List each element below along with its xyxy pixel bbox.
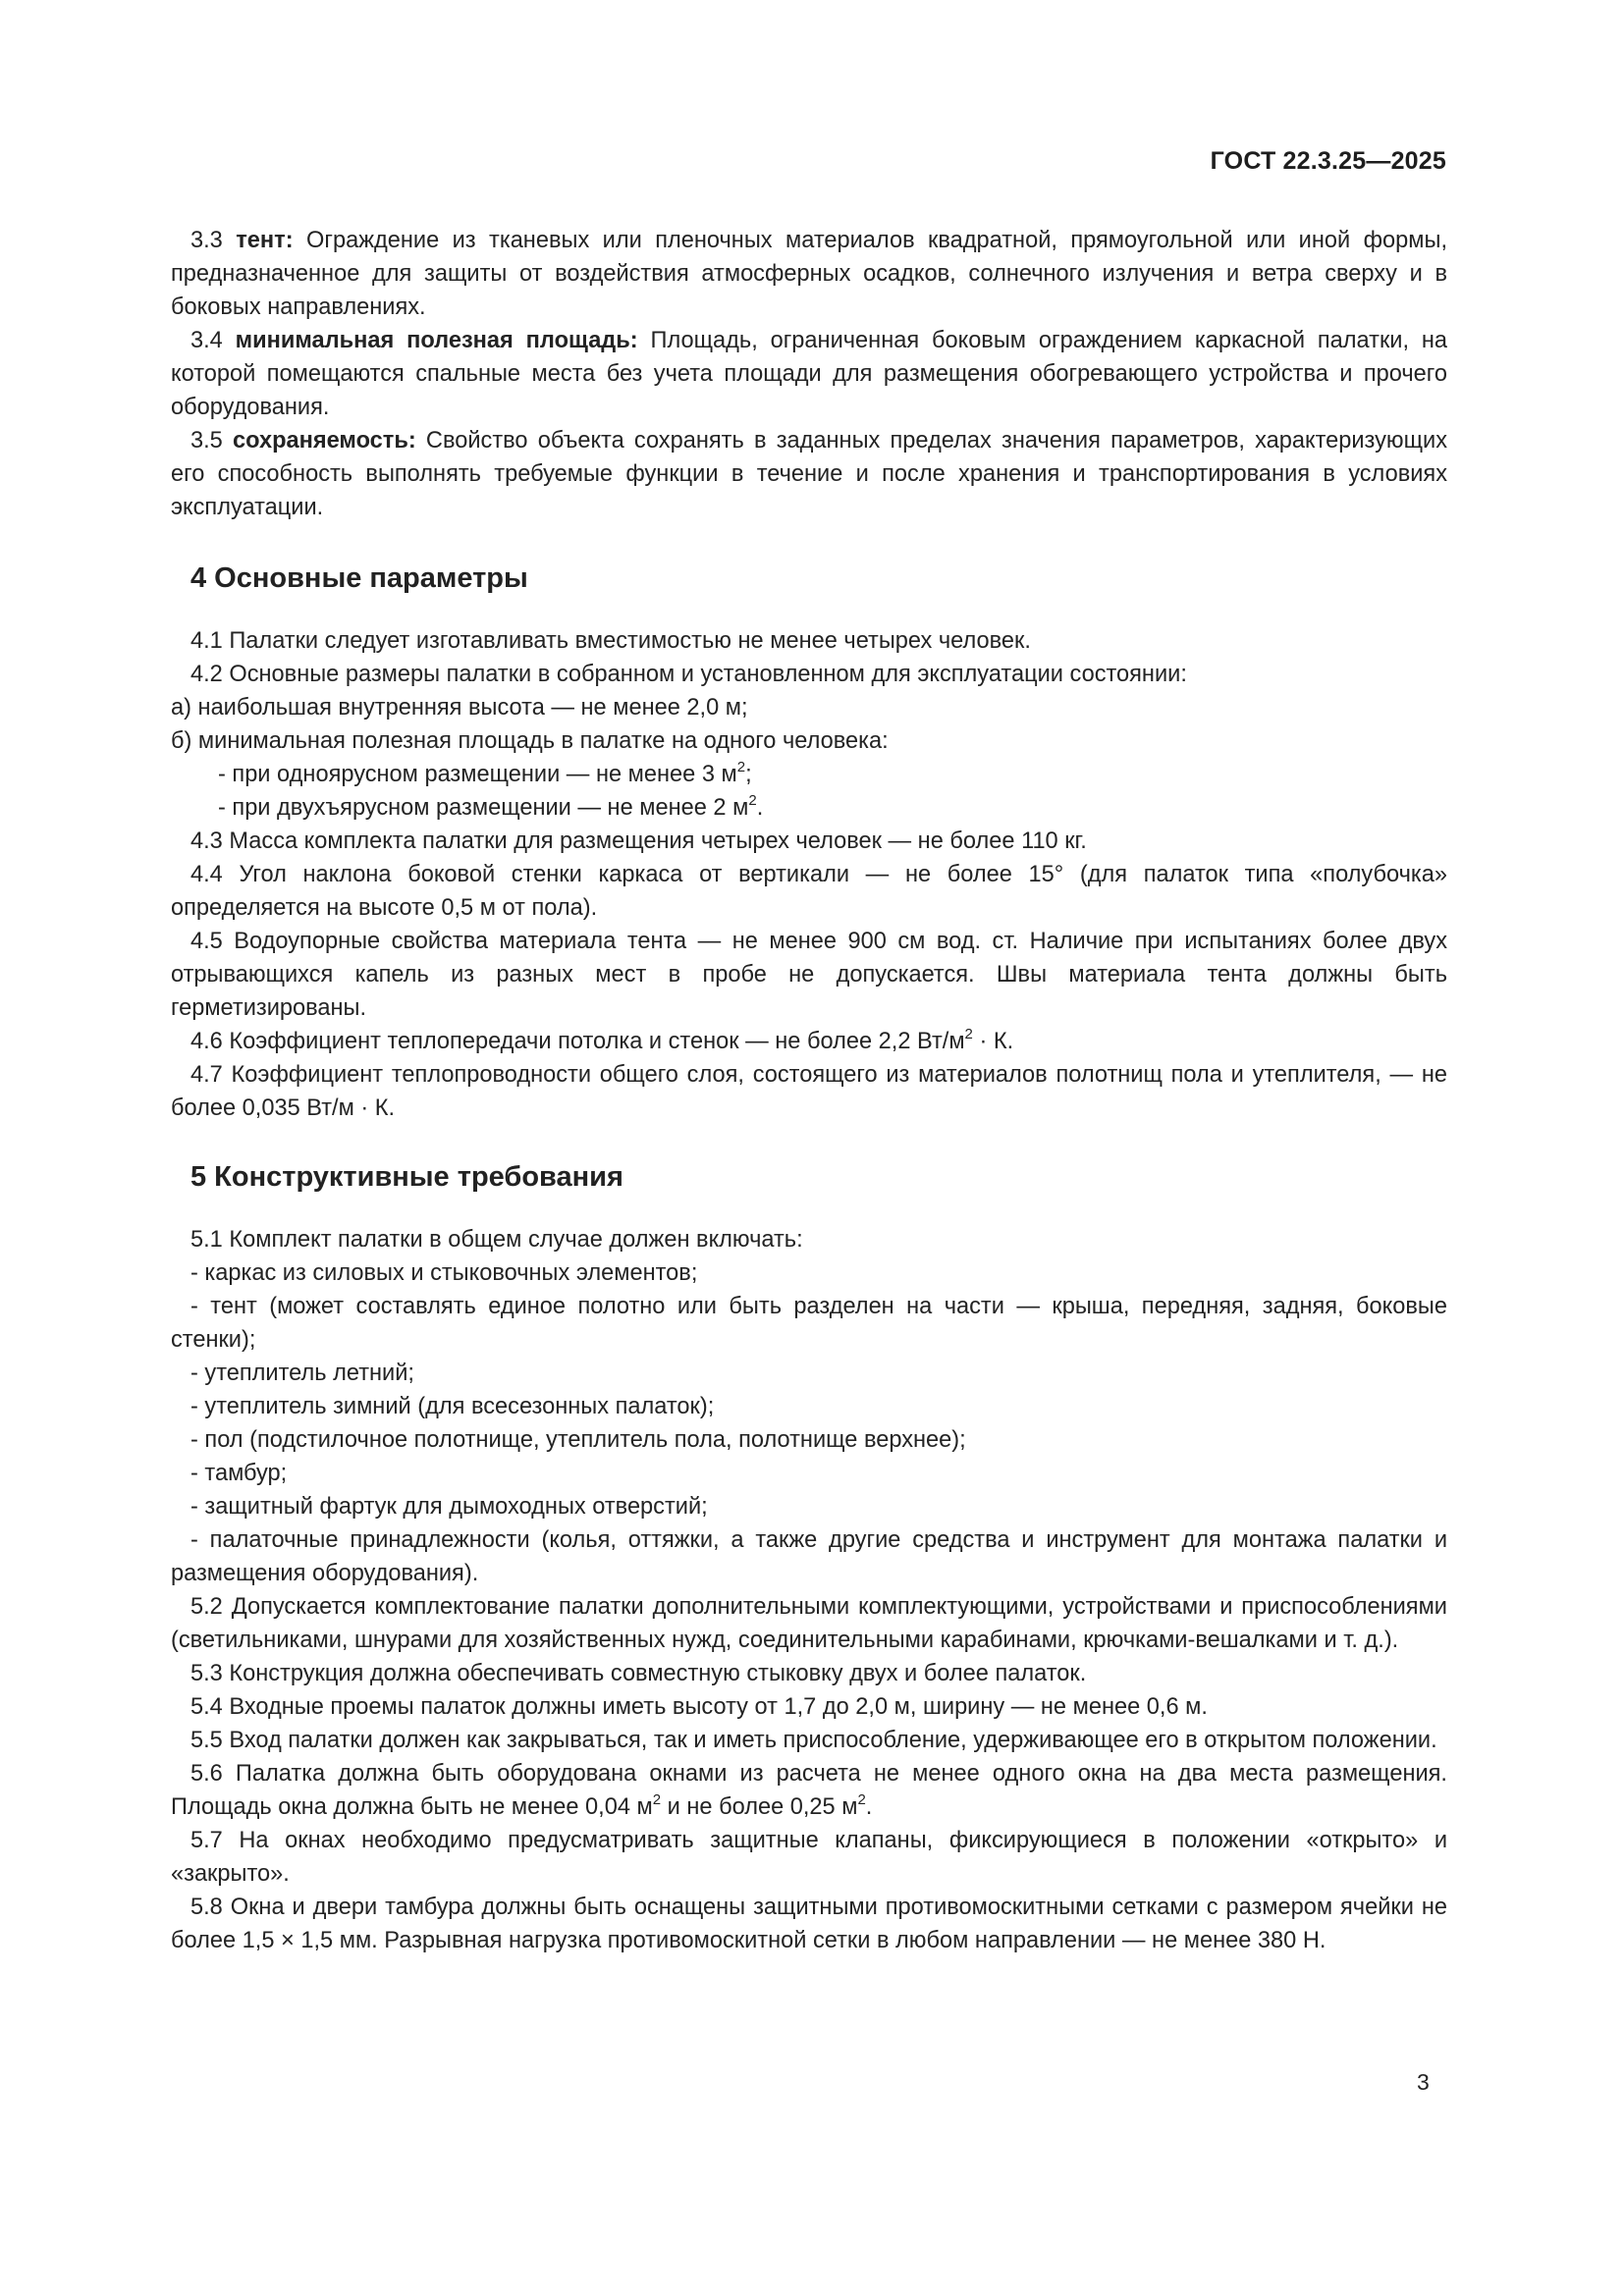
definition-text: Ограждение из тканевых или пленочных материалов квадратной, прямоугольной или иной формы, предназначенное для защиты от воздействия атмосферных осадков, солнечного излучения и ветра сверху и в боковых направлениях. — [171, 228, 1447, 320]
clause-4-2-b: б) минимальная полезная площадь в палатке на одного человека: — [171, 728, 889, 754]
clause-number: 3.4 — [190, 328, 236, 353]
clause-5-7: 5.7 На окнах необходимо предусматривать защитные клапаны, фиксирующиеся в положении «открыто» и «закрыто». — [171, 1828, 1447, 1887]
clause-5-8: 5.8 Окна и двери тамбура должны быть оснащены защитными противомоскитными сетками с размером ячейки не более 1,5 × 1,5 мм. Разрывная нагрузка противомоскитной сетки в любом направлении — не менее 380 Н. — [171, 1895, 1447, 1953]
list-item: - тамбур; — [190, 1461, 288, 1486]
section-heading-4: 4 Основные параметры — [190, 562, 528, 594]
clause-text: 5.6 Палатка должна быть оборудована окнами из расчета не менее одного окна на два места размещения. Площадь окна должна быть не менее 0,04 м — [171, 1761, 1447, 1820]
list-item: - тент (может составлять единое полотно или быть разделен на части — крыша, передняя, задняя, боковые стенки); — [171, 1294, 1447, 1353]
clause-4-4: 4.4 Угол наклона боковой стенки каркаса от вертикали — не более 15° (для палаток типа «полубочка» определяется на высоте 0,5 м от пола). — [171, 862, 1447, 921]
clause-4-7: 4.7 Коэффициент теплопроводности общего слоя, состоящего из материалов полотнищ пола и утеплителя, — не более 0,035 Вт/м · К. — [171, 1062, 1447, 1121]
clause-text-mid: и не более 0,25 м — [661, 1794, 858, 1820]
page-number: 3 — [1417, 2069, 1430, 2095]
document-header-standard-code: ГОСТ 22.3.25—2025 — [1210, 147, 1446, 175]
clause-5-3: 5.3 Конструкция должна обеспечивать совместную стыковку двух и более палаток. — [190, 1661, 1087, 1686]
list-item: - защитный фартук для дымоходных отверстий; — [190, 1494, 708, 1520]
clause-4-3: 4.3 Масса комплекта палатки для размещения четырех человек — не более 110 кг. — [190, 828, 1087, 854]
list-item: - пол (подстилочное полотнище, утеплитель пола, полотнище верхнее); — [190, 1427, 966, 1453]
clause-4-1: 4.1 Палатки следует изготавливать вместимостью не менее четырех человек. — [190, 628, 1031, 654]
definition-text: Площадь, ограниченная боковым ограждением каркасной палатки, на которой помещаются спальные места без учета площади для размещения обогревающего устройства и прочего оборудования. — [171, 328, 1448, 420]
clause-4-2-b-1 — [171, 758, 1447, 791]
superscript: 2 — [748, 792, 757, 809]
term: минимальная полезная площадь: — [235, 328, 638, 353]
term: сохраняемость: — [233, 428, 416, 454]
clause-number: 3.3 — [190, 228, 237, 253]
term: тент: — [236, 228, 294, 253]
item-text: - при одноярусном размещении — не менее 3 м — [218, 762, 737, 787]
clause-3-4 — [171, 324, 1447, 424]
clause-4-6 — [171, 1025, 1447, 1058]
list-item: - утеплитель зимний (для всесезонных палаток); — [190, 1394, 715, 1419]
clause-5-6 — [171, 1757, 1447, 1824]
section-heading-5: 5 Конструктивные требования — [190, 1161, 623, 1193]
clause-number: 3.5 — [190, 428, 233, 454]
list-item: - палаточные принадлежности (колья, оттяжки, а также другие средства и инструмент для монтажа палатки и размещения оборудования). — [171, 1527, 1447, 1586]
clause-4-2-b-2 — [171, 791, 1447, 825]
clause-3-3 — [171, 224, 1447, 324]
clause-5-1: 5.1 Комплект палатки в общем случае должен включать: — [190, 1227, 803, 1253]
superscript: 2 — [736, 759, 746, 775]
clause-3-5 — [171, 424, 1447, 524]
clause-text: 4.6 Коэффициент теплопередачи потолка и стенок — не более 2,2 Вт/м — [190, 1029, 965, 1054]
definition-text: Свойство объекта сохранять в заданных пределах значения параметров, характеризующих его способность выполнять требуемые функции в течение и после хранения и транспортирования в условиях эксплуатации. — [171, 428, 1447, 520]
item-text: - при двухъярусном размещении — не менее 2 м — [218, 795, 749, 821]
clause-5-5: 5.5 Вход палатки должен как закрываться, так и иметь приспособление, удерживающее его в открытом положении. — [190, 1728, 1437, 1753]
clause-end: · К. — [972, 1029, 1014, 1054]
clause-4-2: 4.2 Основные размеры палатки в собранном и установленном для эксплуатации состоянии: — [190, 662, 1187, 687]
list-item: - утеплитель летний; — [190, 1361, 414, 1386]
superscript: 2 — [652, 1791, 662, 1808]
clause-4-5: 4.5 Водоупорные свойства материала тента — не менее 900 см вод. ст. Наличие при испытаниях более двух отрывающихся капель из разных мест в пробе не допускается. Швы материала тента должны быть герметизированы. — [171, 929, 1447, 1021]
list-item: - каркас из силовых и стыковочных элементов; — [190, 1260, 698, 1286]
clause-end: . — [865, 1794, 873, 1820]
superscript: 2 — [857, 1791, 866, 1808]
clause-4-2-a: а) наибольшая внутренняя высота — не менее 2,0 м; — [171, 695, 748, 721]
clause-5-2: 5.2 Допускается комплектование палатки дополнительными комплектующими, устройствами и приспособлениями (светильниками, шнурами для хозяйственных нужд, соединительными карабинами, крючками-вешалками и т. д.). — [171, 1594, 1447, 1653]
superscript: 2 — [964, 1026, 973, 1042]
item-end: . — [756, 795, 764, 821]
item-end: ; — [745, 762, 752, 787]
document-body — [171, 224, 1447, 1957]
clause-5-4: 5.4 Входные проемы палаток должны иметь высоту от 1,7 до 2,0 м, ширину — не менее 0,6 м. — [190, 1694, 1208, 1720]
